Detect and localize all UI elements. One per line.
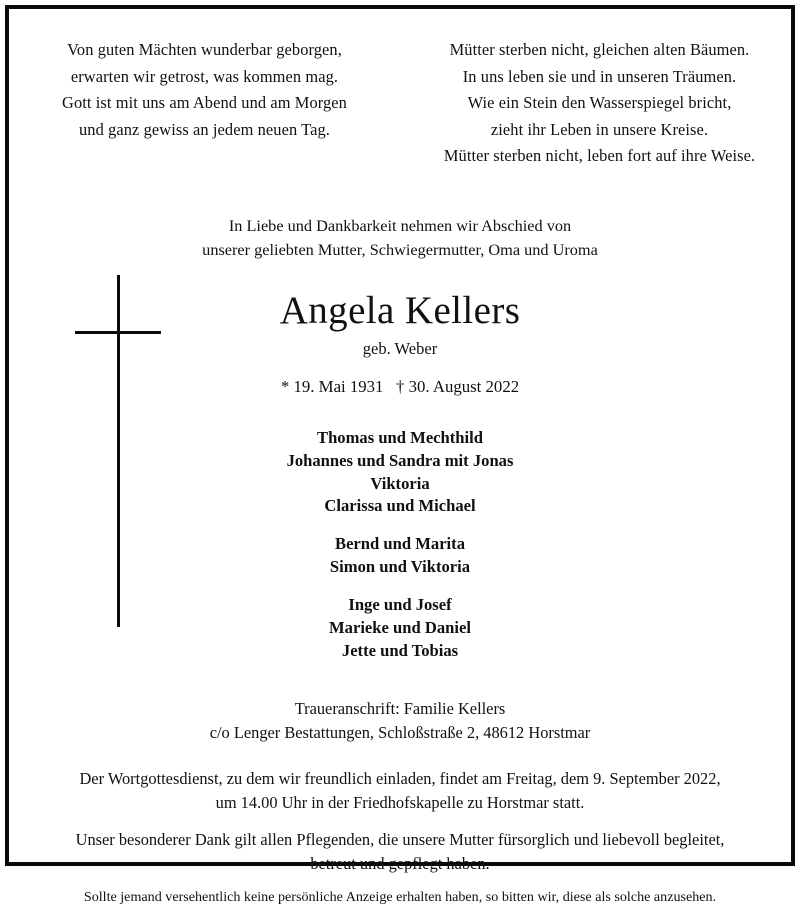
poem-left xyxy=(9,37,404,170)
deceased-dates: * 19. Mai 1931 † 30. August 2022 xyxy=(280,376,520,396)
address-line: Traueranschrift: Familie Kellers xyxy=(294,698,506,718)
poem-right-line: Wie ein Stein den Wasserspiegel bricht, xyxy=(467,93,732,113)
survivor-line: Clarissa und Michael xyxy=(324,496,476,516)
survivor-line: Inge und Josef xyxy=(348,595,452,615)
survivor-line: Johannes und Sandra mit Jonas xyxy=(286,450,514,470)
latin-cross-icon xyxy=(75,275,167,627)
survivor-line: Simon und Viktoria xyxy=(329,557,471,577)
poem-right-line: Mütter sterben nicht, gleichen alten Bäumen. xyxy=(449,40,750,59)
cross-bar xyxy=(75,331,161,334)
deceased-name: Angela Kellers xyxy=(279,289,521,333)
service-line: Der Wortgottesdienst, zu dem wir freundlich einladen, findet am Freitag, dem 9. September 2022, xyxy=(79,769,721,789)
thanks-line: betreut und gepflegt haben. xyxy=(310,853,490,873)
thanks-text xyxy=(23,828,777,876)
service-line: um 14.00 Uhr in der Friedhofskapelle zu Horstmar statt. xyxy=(215,793,585,813)
obituary-card-frame xyxy=(5,5,795,906)
intro-text xyxy=(9,214,791,262)
footer-block xyxy=(9,767,791,908)
address-line: c/o Lenger Bestattungen, Schloßstraße 2, 48612 Horstmar xyxy=(209,722,591,742)
poem-left-line: erwarten wir getrost, was kommen mag. xyxy=(70,66,339,86)
survivor-line: Bernd und Marita xyxy=(335,534,465,554)
poem-right xyxy=(404,37,791,170)
deceased-maiden-name: geb. Weber xyxy=(362,338,438,358)
survivor-line: Viktoria xyxy=(370,473,430,493)
poem-right-line: zieht ihr Leben in unsere Kreise. xyxy=(490,119,709,139)
poem-right-line: Mütter sterben nicht, leben fort auf ihre Weise. xyxy=(443,146,756,166)
service-details xyxy=(23,767,777,815)
survivor-line: Jette und Tobias xyxy=(341,640,459,660)
survivor-line: Marieke und Daniel xyxy=(329,617,471,637)
poem-left-line: Von guten Mächten wunderbar geborgen, xyxy=(67,40,342,59)
thanks-line: Unser besonderer Dank gilt allen Pflegenden, die unsere Mutter fürsorglich und liebevoll begleitet, xyxy=(75,829,725,849)
cross-stem xyxy=(117,275,120,627)
poem-right-line: In uns leben sie und in unseren Träumen. xyxy=(462,66,737,86)
disclaimer-text: Sollte jemand versehentlich keine persönliche Anzeige erhalten haben, so bitten wir, diese als solche anzusehen. xyxy=(83,889,717,906)
mourning-address xyxy=(9,697,791,745)
survivor-line: Thomas und Mechthild xyxy=(317,427,483,447)
poems-row xyxy=(9,9,791,170)
obituary-content xyxy=(9,9,791,906)
intro-line: In Liebe und Dankbarkeit nehmen wir Abschied von xyxy=(228,215,572,235)
poem-left-line: Gott ist mit uns am Abend und am Morgen xyxy=(62,93,347,113)
intro-line: unserer geliebten Mutter, Schwiegermutter, Oma und Uroma xyxy=(202,240,598,259)
poem-left-line: und ganz gewiss an jedem neuen Tag. xyxy=(78,119,331,139)
